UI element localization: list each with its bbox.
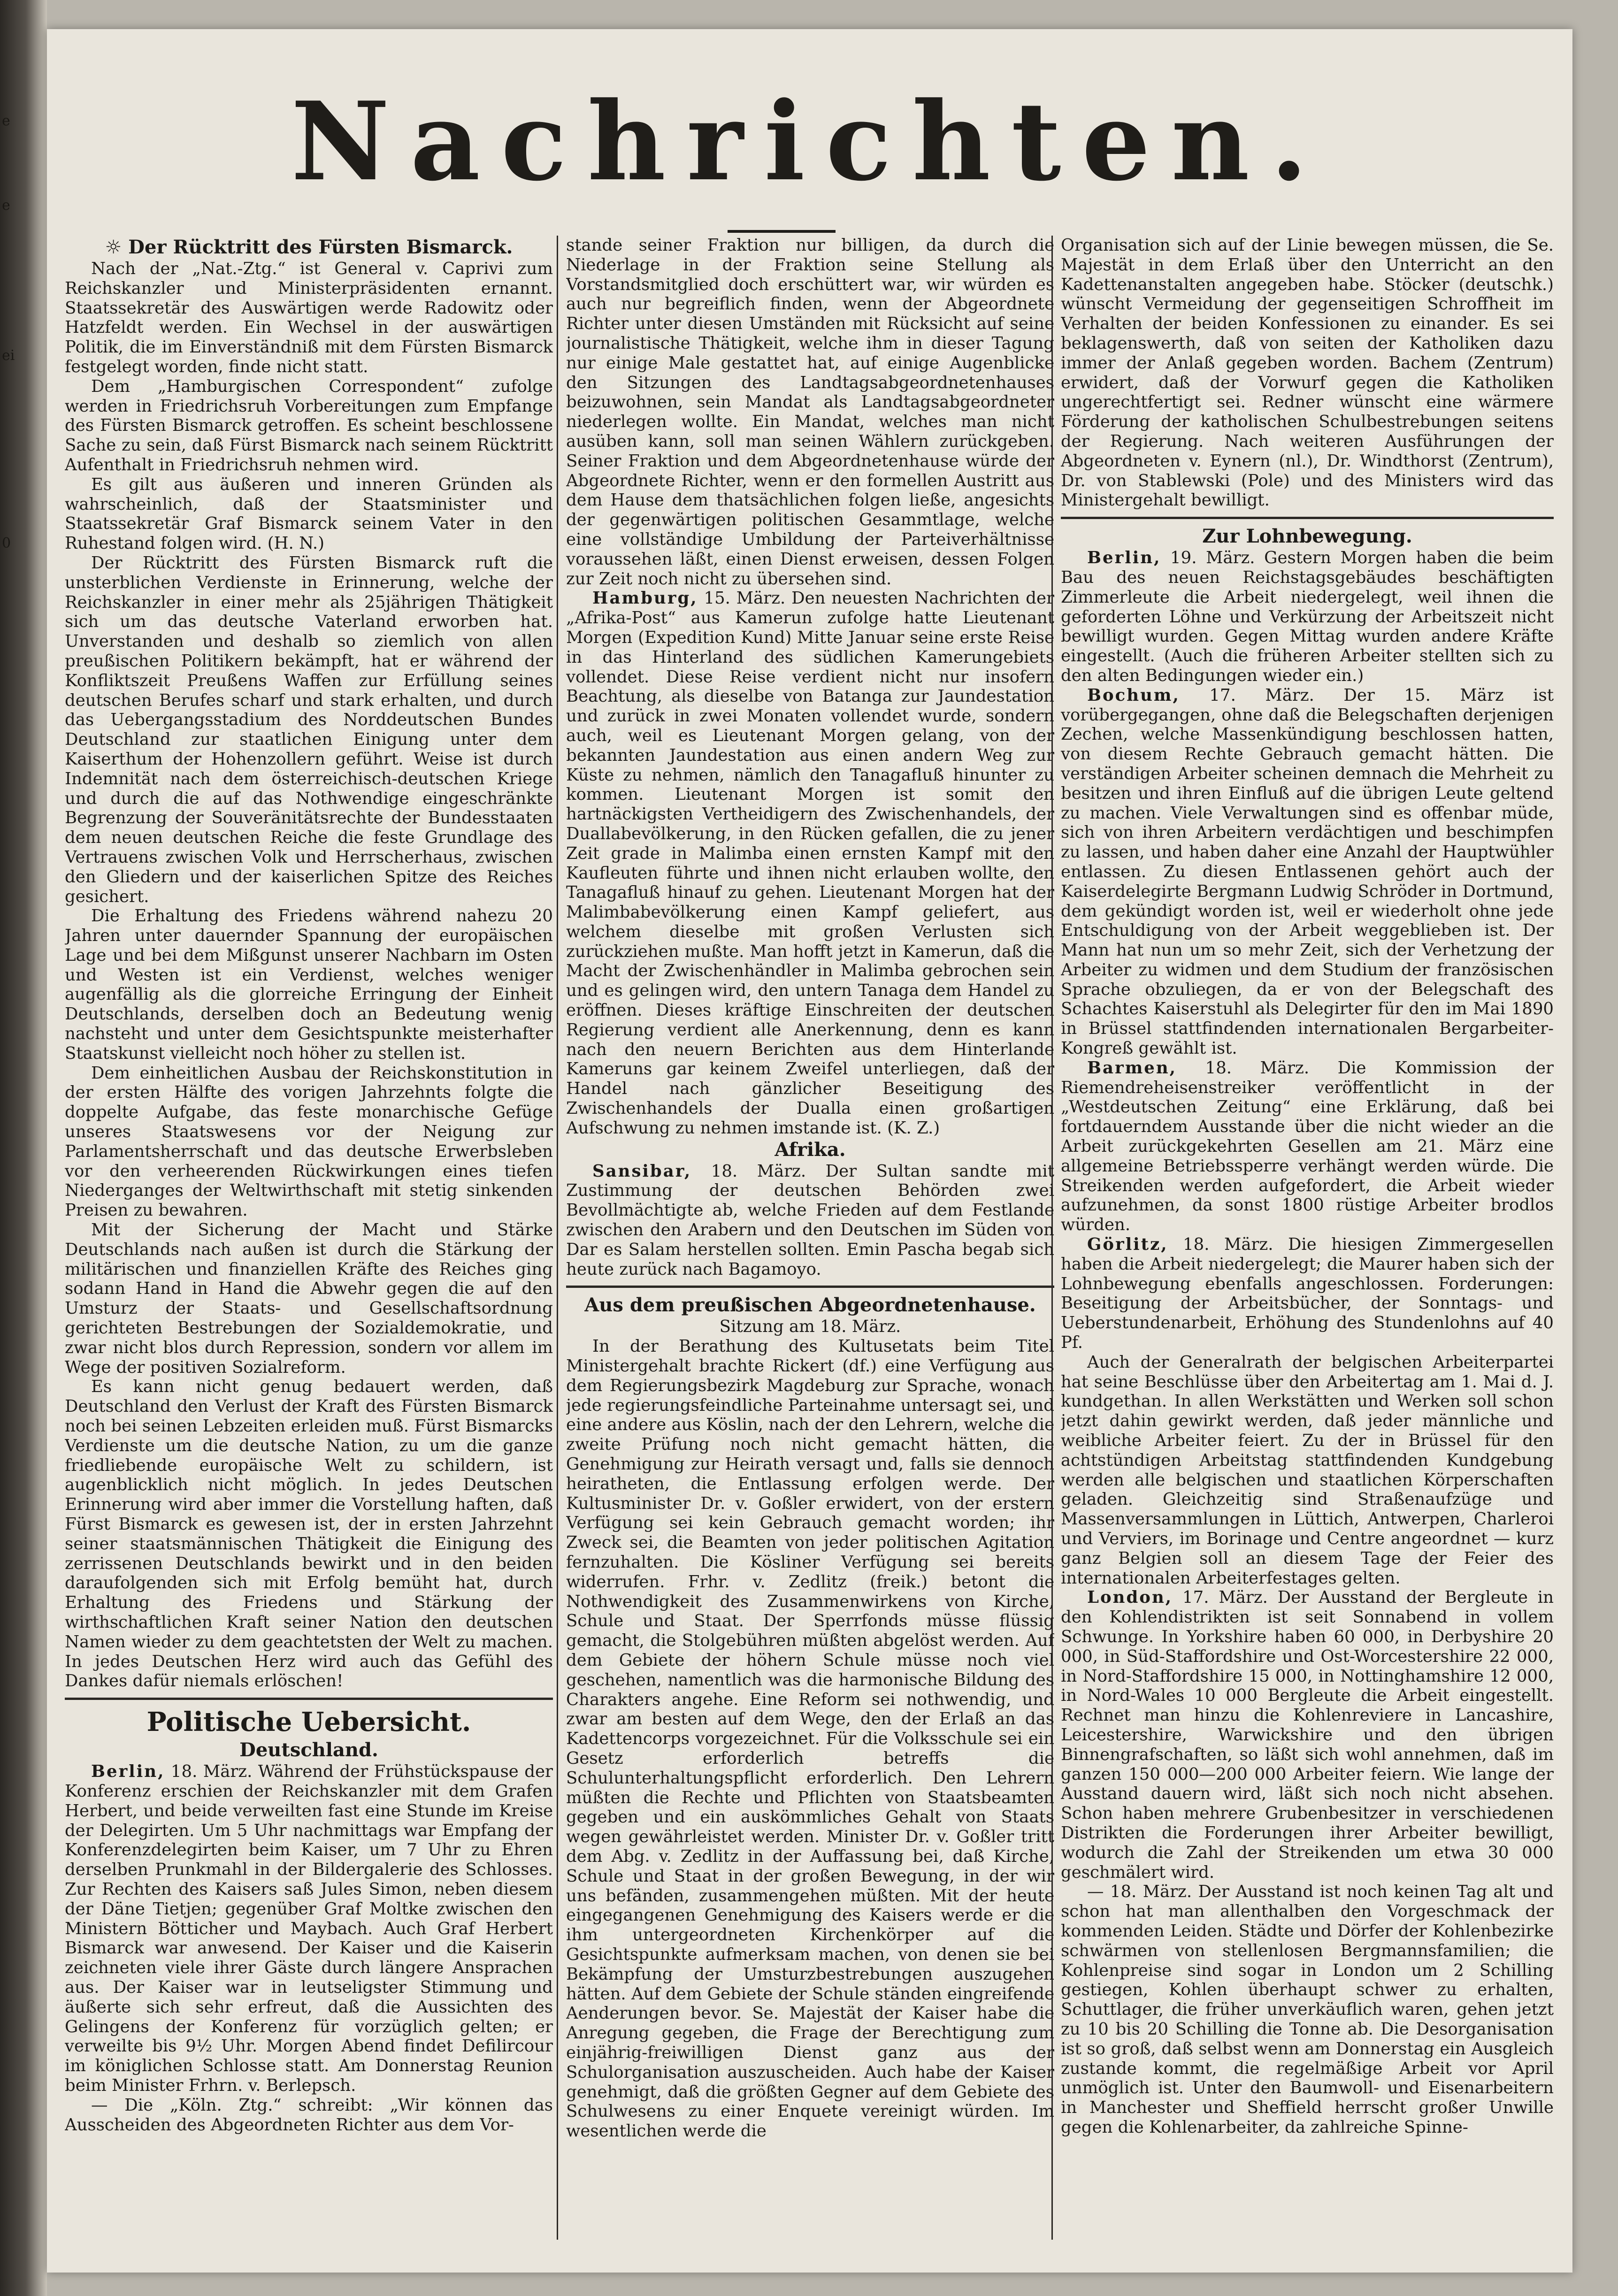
dateline: Sansibar,	[592, 1161, 692, 1181]
column-1	[65, 236, 553, 2254]
paragraph: Nach der „Nat.-Ztg.“ ist General v. Caprivi zum Reichskanzler und Ministerpräsidenten ernannt. Staatssekretär des Auswärtigen werde Radowitz oder Hatzfeldt werden. Ein Wechsel in der auswärtigen Politik, die im Einverständniß mit dem Fürsten Bismarck festgelegt worden, finde nicht statt.	[65, 259, 553, 376]
paragraph: Die Erhaltung des Friedens während nahezu 20 Jahren unter dauernder Spannung der europäischen Lage und bei dem Mißgunst unserer Nachbarn im Osten und Westen ist ein Verdienst, welches weniger augenfällig als die glorreiche Erringung der Einheit Deutschlands, derselben doch an Bedeutung wenig nachsteht und unter dem Gesichtspunkte meisterhafter Staatskunst vielleicht noch höher zu stellen ist.	[65, 906, 553, 1063]
newspaper-page	[47, 29, 1572, 2273]
paragraph	[1061, 1235, 1554, 1353]
paragraph: Organisation sich auf der Linie bewegen müssen, die Se. Majestät in dem Erlaß über den Unterricht an den Kadettenanstalten angegeben habe. Stöcker (deutschk.) wünscht Vermeidung der gegenseitigen Schroffheit im Verhalten der beiden Konfessionen zu einander. Es sei beklagenswerth, daß von seiten der Katholiken dazu immer der Anlaß gegeben worden. Bachem (Zentrum) erwidert, daß der Vorwurf gegen die Katholiken ungerechtfertigt sei. Redner wünscht eine wärmere Förderung der katholischen Schulbestrebungen seitens der Regierung. Nach weiteren Ausführungen der Abgeordneten v. Eynern (nl.), Dr. Windthorst (Zentrum), Dr. von Stablewski (Pole) und des Ministers wird das Ministergehalt bewilligt.	[1061, 236, 1554, 510]
edge-fragment: e	[2, 197, 10, 214]
edge-fragment: 0	[2, 535, 11, 551]
paragraph-body: 17. März. Der 15. März ist vorübergegangen, ohne daß die Belegschaften derjenigen Zechen, welche Massenkündigung beschlossen hatten, von diesem Rechte Gebrauch gemacht hätten. Die verständigen Arbeiter scheinen demnach die Mehrheit zu besitzen und ihren Einfluß auf die übrigen Leute geltend zu machen. Viele Verwaltungen sind es offenbar müde, sich von ihren Arbeitern verdächtigen und beschimpfen zu lassen, und haben daher eine Anzahl der Hauptwühler entlassen. Zu diesen Entlassenen gehört auch der Kaiserdelegirte Bergmann Ludwig Schröder in Dortmund, dem gekündigt worden ist, weil er wiederholt ohne jede Entschuldigung von der Arbeit weggeblieben ist. Der Mann hat nun um so mehr Zeit, sich der Verhetzung der Arbeiter zu widmen und dem Studium der französischen Sprache obzuliegen, da er von der Belegschaft des Schachtes Kaiserstuhl als Delegirter für den im Mai 1890 in Brüssel stattfindenden internationalen Bergarbeiter-Kongreß gewählt ist.	[1061, 685, 1554, 1058]
paragraph	[65, 1762, 553, 2096]
paragraph-body: 18. März. Die hiesigen Zimmergesellen haben die Arbeit niedergelegt; die Maurer haben sich der Lohnbewegung ebenfalls angeschlossen. Forderungen: Beseitigung der Arbeitsbücher, der Sonntags- und Ueberstundenarbeit, Erhöhung des Stundenlohns auf 40 Pf.	[1061, 1235, 1554, 1353]
paragraph: stande seiner Fraktion nur billigen, da durch die Niederlage in der Fraktion seine Stellung als Vorstandsmitglied doch erschüttert war, wir würden es auch nur begreiflich finden, wenn der Abgeordnete Richter unter diesen Umständen mit Rücksicht auf seine journalistische Thätigkeit, welche ihm in dieser Tagung nur einige Male gestattet hat, auf einige Augenblicke den Sitzungen des Landtagsabgeordnetenhauses beizuwohnen, sein Mandat als Landtagsabgeordneter niederlegen wollte. Ein Mandat, welches man nicht ausüben kann, soll man seinen Wählern zurückgeben. Seiner Fraktion und dem Abgeordnetenhause würde der Abgeordnete Richter, wenn er den formellen Austritt aus dem Hause dem thatsächlichen folgen ließe, angesichts der gegenwärtigen politischen Gesammtlage, welche eine vollständige Umbildung der Parteiverhältnisse voraussehen läßt, einen Dienst erweisen, dessen Folgen zur Zeit noch nicht zu übersehen sind.	[566, 236, 1054, 589]
paragraph-body: 18. März. Während der Frühstückspause der Konferenz erschien der Reichskanzler mit dem Grafen Herbert, und beide verweilten fast eine Stunde im Kreise der Delegirten. Um 5 Uhr nachmittags war Empfang der Konferenzdelegirten beim Kaiser, um 7 Uhr zu Ehren derselben Prunkmahl in der Bildergalerie des Schlosses. Zur Rechten des Kaisers saß Jules Simon, neben diesem der Däne Tietjen; gegenüber Graf Moltke zwischen den Ministern Bötticher und Maybach. Auch Graf Herbert Bismarck war anwesend. Der Kaiser und die Kaiserin zeichneten viele ihrer Gäste durch längere Ansprachen aus. Der Kaiser war in leutseligster Stimmung und äußerte sich sehr erfreut, daß die Aussichten des Gelingens der Konferenz für vorzüglich gelten; er verweilte bis 9½ Uhr. Morgen Abend findet Defilircour im königlichen Schlosse statt. Am Donnerstag Reunion beim Minister Frhrn. v. Berlepsch.	[65, 1762, 553, 2095]
paragraph-body: 15. März. Den neuesten Nachrichten der „Afrika-Post“ aus Kamerun zufolge hatte Lieutenant Morgen (Expedition Kund) Mitte Januar seine erste Reise in das Hinterland des südlichen Kamerungebiets vollendet. Diese Reise verdient nicht nur insofern Beachtung, als dieselbe von Batanga zur Jaundestation und zurück in zwei Monaten vollendet wurde, sondern auch, weil es Lieutenant Morgen gelang, von der bekannten Jaundestation aus einen andern Weg zur Küste zu nehmen, nämlich den Tanagafluß hinunter zu kommen. Lieutenant Morgen ist somit den hartnäckigsten Vertheidigern des Zwischenhandels, der Duallabevölkerung, in den Rücken gefallen, die zu jener Zeit grade in Malimba einen ernsten Kampf mit den Kaufleuten führte und ihnen nicht erlauben wollte, den Tanagafluß hinauf zu gehen. Lieutenant Morgen hat der Malimbabevölkerung einen Kampf geliefert, aus welchem dieselbe mit großen Verlusten sich zurückziehen mußte. Man hofft jetzt in Kamerun, daß die Macht der Zwischenhändler in Malimba gebrochen sein und es gelingen wird, den untern Tanaga dem Handel zu eröffnen. Dieses kräftige Einschreiten der deutschen Regierung verdient alle Anerkennung, denn es kann nach den neuern Berichten aus dem Hinterlande Kameruns gar keinem Zweifel unterliegen, daß der Handel nach gänzlicher Beseitigung des Zwischenhandels der Dualla einen großartigen Aufschwung zu nehmen imstande ist. (K. Z.)	[566, 589, 1054, 1138]
paragraph	[1061, 1588, 1554, 1882]
paragraph: Mit der Sicherung der Macht und Stärke Deutschlands nach außen ist durch die Stärkung der militärischen und finanziellen Kräfte des Reiches ging sodann Hand in Hand die Abwehr gegen die auf den Umsturz der Staats- und Gesellschaftsordnung gerichteten Bestrebungen der Sozialdemokratie, und zwar nicht blos durch Repression, sondern vor allem im Wege der positiven Sozialreform.	[65, 1220, 553, 1377]
paragraph	[1061, 548, 1554, 686]
subsection-heading: Afrika.	[774, 1138, 846, 1161]
dateline: Berlin,	[1087, 548, 1161, 568]
paragraph	[1061, 686, 1554, 1058]
paragraph	[1061, 1058, 1554, 1235]
paragraph: — 18. März. Der Ausstand ist noch keinen Tag alt und schon hat man allenthalben den Vorgeschmack der kommenden Leiden. Städte und Dörfer der Kohlenbezirke schwärmen von stellenlosen Bergmannsfamilien; die Kohlenpreise sind sogar in London um 2 Schilling gestiegen, Kohlen überhaupt schwer zu erhalten, Schuttlager, die früher unverkäuflich waren, gehen jetzt zu 10 bis 20 Schilling die Tonne ab. Die Desorganisation ist so groß, daß selbst wenn am Donnerstag ein Ausgleich zustande kommt, die regelmäßige Arbeit vor April unmöglich ist. Unter den Baumwoll- und Eisenarbeitern in Manchester und Sheffield herrscht großer Unwille gegen die Kohlenarbeiter, da zahlreiche Spinne-	[1061, 1882, 1554, 2137]
edge-fragment: ei	[2, 347, 15, 364]
dateline: Bochum,	[1087, 685, 1180, 705]
dateline: Barmen,	[1087, 1058, 1177, 1078]
article-heading: ☼ Der Rücktritt des Fürsten Bismarck.	[105, 236, 513, 258]
section-rule	[566, 1286, 1054, 1288]
page-title: Nachrichten.	[291, 78, 1329, 205]
paragraph-body: 18. März. Die Kommission der Riemendreheisenstreiker veröffentlicht in der „Westdeutschen Zeitung“ eine Erklärung, daß bei fortdauerndem Ausstande über die nicht wieder an die Arbeit zurückgekehrten Gesellen am 21. März eine allgemeine Betriebssperre verhängt werden würde. Die Streikenden werden aufgefordert, die Arbeit wieder aufzunehmen, da sonst 1800 rüstige Arbeiter brodlos würden.	[1061, 1058, 1554, 1235]
paragraph	[566, 1162, 1054, 1279]
paragraph: In der Berathung des Kultusetats beim Titel Ministergehalt brachte Rickert (df.) eine Verfügung aus dem Regierungsbezirk Magdeburg zur Sprache, wonach jede regierungsfeindliche Parteinahme untersagt sei, und eine andere aus Köslin, nach der den Lehrern, welche die zweite Prüfung noch nicht gemacht hätten, die Genehmigung zur Heirath versagt und, falls sie dennoch heiratheten, die Entlassung erfolgen werde. Der Kultusminister Dr. v. Goßler erwidert, von der erstern Verfügung sei kein Gebrauch gemacht worden; ihr Zweck sei, die Beamten von jeder politischen Agitation fernzuhalten. Die Kösliner Verfügung sei bereits widerrufen. Frhr. v. Zedlitz (freik.) betont die Nothwendigkeit des Zusammenwirkens von Kirche, Schule und Staat. Der Sperrfonds müsse flüssig gemacht, die Stolgebühren müßten abgelöst werden. Auf dem Gebiete der höhern Schule müsse noch viel geschehen, namentlich was die harmonische Bildung des Charakters angehe. Eine Reform sei nothwendig, und zwar am besten auf dem Wege, den der Erlaß an das Kadettencorps vorgezeichnet. Für die Volksschule sei ein Gesetz erforderlich betreffs die Schulunterhaltungspflicht erforderlich. Den Lehrern müßten die Rechte und Pflichten von Staatsbeamten gegeben und ein auskömmliches Gehalt von Staats wegen gewährleistet werden. Minister Dr. v. Goßler tritt dem Abg. v. Zedlitz in der Auffassung bei, daß Kirche, Schule und Staat in der großen Bewegung, in der wir uns befänden, zusammengehen müßten. Mit der heute eingegangenen Genehmigung des Kaisers werde er die ihm untergeordneten Kirchenkörper auf die Gesichtspunkte aufmerksam machen, von denen sie bei Bekämpfung der Umsturzbestrebungen auszugehen hätten. Auf dem Gebiete der Schule ständen eingreifende Aenderungen bevor. Se. Majestät der Kaiser habe die Anregung gegeben, die Frage der Berechtigung zum einjährig-freiwilligen Dienst ganz aus der Schulorganisation auszuscheiden. Auch habe der Kaiser genehmigt, daß die größten Gegner auf dem Gebiete des Schulwesens zu einer Enquete vereinigt würden. Im wesentlichen werde die	[566, 1337, 1054, 2141]
paragraph-body: 18. März. Der Sultan sandte mit Zustimmung der deutschen Behörden zwei Bevollmächtigte ab, welche Frieden auf dem Festlande zwischen den Arabern und den Deutschen im Süden von Dar es Salam herstellen sollten. Emin Pascha begab sich heute zurück nach Bagamoyo.	[566, 1161, 1054, 1279]
column-2	[566, 236, 1054, 2254]
paragraph: Dem einheitlichen Ausbau der Reichskonstitution in der ersten Hälfte des vorigen Jahrzehnts folgte die doppelte Aufgabe, das feste monarchische Gefüge unseres Staatswesens vor der Neigung zur Parlamentsherrschaft und das deutsche Erwerbsleben vor den verheerenden Rückwirkungen eines tiefen Niederganges der Weltwirthschaft mit stetig sinkenden Preisen zu bewahren.	[65, 1063, 553, 1220]
paragraph: Es gilt aus äußeren und inneren Gründen als wahrscheinlich, daß der Staatsminister und Staatssekretär Graf Bismarck seinem Vater in den Ruhestand folgen wird. (H. N.)	[65, 475, 553, 553]
section-heading: Politische Uebersicht.	[146, 1707, 471, 1738]
paragraph	[566, 589, 1054, 1138]
section-rule	[1061, 517, 1554, 519]
paragraph: Es kann nicht genug bedauert werden, daß Deutschland den Verlust der Kraft des Fürsten Bismarck noch bei seinen Lebzeiten erleiden muß. Fürst Bismarcks Verdienste um die deutsche Nation, zu um die ganze friedliebende europäische Welt zu schildern, ist augenblicklich nicht möglich. In jedes Deutschen Erinnerung wird aber immer die Vorstellung haften, daß Fürst Bismarck es gewesen ist, der in ersten Jahrzehnt seiner staatsmännischen Thätigkeit die Einigung des zerrissenen Deutschlands bewirkt und in den beiden daraufolgenden sich mit Erfolg bemüht hat, durch Erhaltung des Friedens und Stärkung der wirthschaftlichen Kraft seiner Nation den deutschen Namen wieder zu dem geachtetsten der Welt zu machen. In jedes Deutschen Herz wird auch das Gefühl des Dankes dafür niemals erlöschen!	[65, 1377, 553, 1691]
paragraph: Dem „Hamburgischen Correspondent“ zufolge werden in Friedrichsruh Vorbereitungen zum Empfange des Fürsten Bismarck getroffen. Es scheint beschlossene Sache zu sein, daß Fürst Bismarck nach seinem Rücktritt Aufenthalt in Friedrichsruh nehmen wird.	[65, 376, 553, 475]
paragraph: — Die „Köln. Ztg.“ schreibt: „Wir können das Ausscheiden des Abgeordneten Richter aus dem Vor-	[65, 2095, 553, 2135]
dateline: Görlitz,	[1087, 1235, 1168, 1255]
dateline: London,	[1087, 1588, 1173, 1607]
paragraph: Der Rücktritt des Fürsten Bismarck ruft die unsterblichen Verdienste in Erinnerung, welche der Reichskanzler in einer mehr als 25jährigen Thätigkeit sich um das deutsche Vaterland erworben hat. Unverstanden und deshalb so ziemlich von allen preußischen Politikern bekämpft, hat er während der Konfliktszeit Preußens Waffen zur Erfüllung seines deutschen Berufes scharf und stark erhalten, und durch das Uebergangsstadium des Norddeutschen Bundes Deutschland zur staatlichen Einigung unter dem Kaiserthum der Hohenzollern geführt. Weise ist durch Indemnität nach dem österreichisch-deutschen Kriege und durch die auf das Nothwendige eingeschränkte Begrenzung der Souveränitätsrechte der Bundesstaaten dem neuen deutschen Reiche die feste Grundlage des Vertrauens zwischen Volk und Herrscherhaus, zwischen den Gliedern und der kaiserlichen Spitze des Reiches gesichert.	[65, 553, 553, 906]
article-heading: Zur Lohnbewegung.	[1202, 525, 1412, 548]
paragraph: Auch der Generalrath der belgischen Arbeiterpartei hat seine Beschlüsse über den Arbeitertag am 1. Mai d. J. kundgethan. In allen Werkstätten und Werken soll schon jetzt dahin gewirkt werden, daß jeder männliche und weibliche Arbeiter feiert. Zu der in Brüssel für den achtstündigen Arbeitstag stattfindenden Kundgebung werden alle belgischen und staatlichen Körperschaften geladen. Gleichzeitig sind Straßenaufzüge und Massenversammlungen in Lüttich, Antwerpen, Charleroi und Verviers, im Borinage und Centre angeordnet — kurz ganz Belgien soll an diesem Tage der Feier des internationalen Arbeiterfestages gelten.	[1061, 1352, 1554, 1588]
dateline: Berlin,	[91, 1762, 165, 1782]
title-rule	[728, 230, 836, 233]
dateline: Hamburg,	[592, 589, 698, 608]
edge-fragment: e	[2, 113, 10, 129]
session-date: Sitzung am 18. März.	[719, 1317, 901, 1337]
subsection-heading: Deutschland.	[239, 1739, 378, 1761]
article-heading: Aus dem preußischen Abgeordnetenhause.	[584, 1294, 1036, 1316]
column-rule	[557, 236, 558, 2240]
section-rule	[65, 1698, 553, 1700]
column-3	[1061, 236, 1554, 2254]
paragraph-body: 17. März. Der Ausstand der Bergleute in den Kohlendistrikten ist seit Sonnabend in vollem Schwunge. In Yorkshire haben 60 000, in Derbyshire 20 000, in Süd-Staffordshire und Ost-Worcestershire 22 000, in Nord-Staffordshire 15 000, in Nottinghamshire 12 000, in Nord-Wales 10 000 Bergleute die Arbeit eingestellt. Rechnet man hinzu die Kohlenreviere in Lancashire, Leicestershire, Warwickshire und den übrigen Binnengrafschaften, so läßt sich wohl annehmen, daß im ganzen 150 000—200 000 Arbeiter feiern. Wie lange der Ausstand dauern wird, läßt sich noch nicht absehen. Schon haben mehrere Grubenbesitzer in verschiedenen Distrikten die Forderungen ihrer Arbeiter bewilligt, wodurch die Zahl der Streikenden um etwa 30 000 geschmälert wird.	[1061, 1588, 1554, 1882]
paragraph-body: 19. März. Gestern Morgen haben die beim Bau des neuen Reichstagsgebäudes beschäftigten Zimmerleute die Arbeit niedergelegt, weil ihnen die geforderten Löhne und Verkürzung der Arbeitszeit nicht bewilligt wurden. Gegen Mittag wurden andere Kräfte eingestellt. (Auch die früheren Arbeiter stellten sich zu den alten Bedingungen wieder ein.)	[1061, 548, 1554, 685]
masthead	[47, 57, 1572, 226]
binding-edge	[0, 0, 47, 2296]
